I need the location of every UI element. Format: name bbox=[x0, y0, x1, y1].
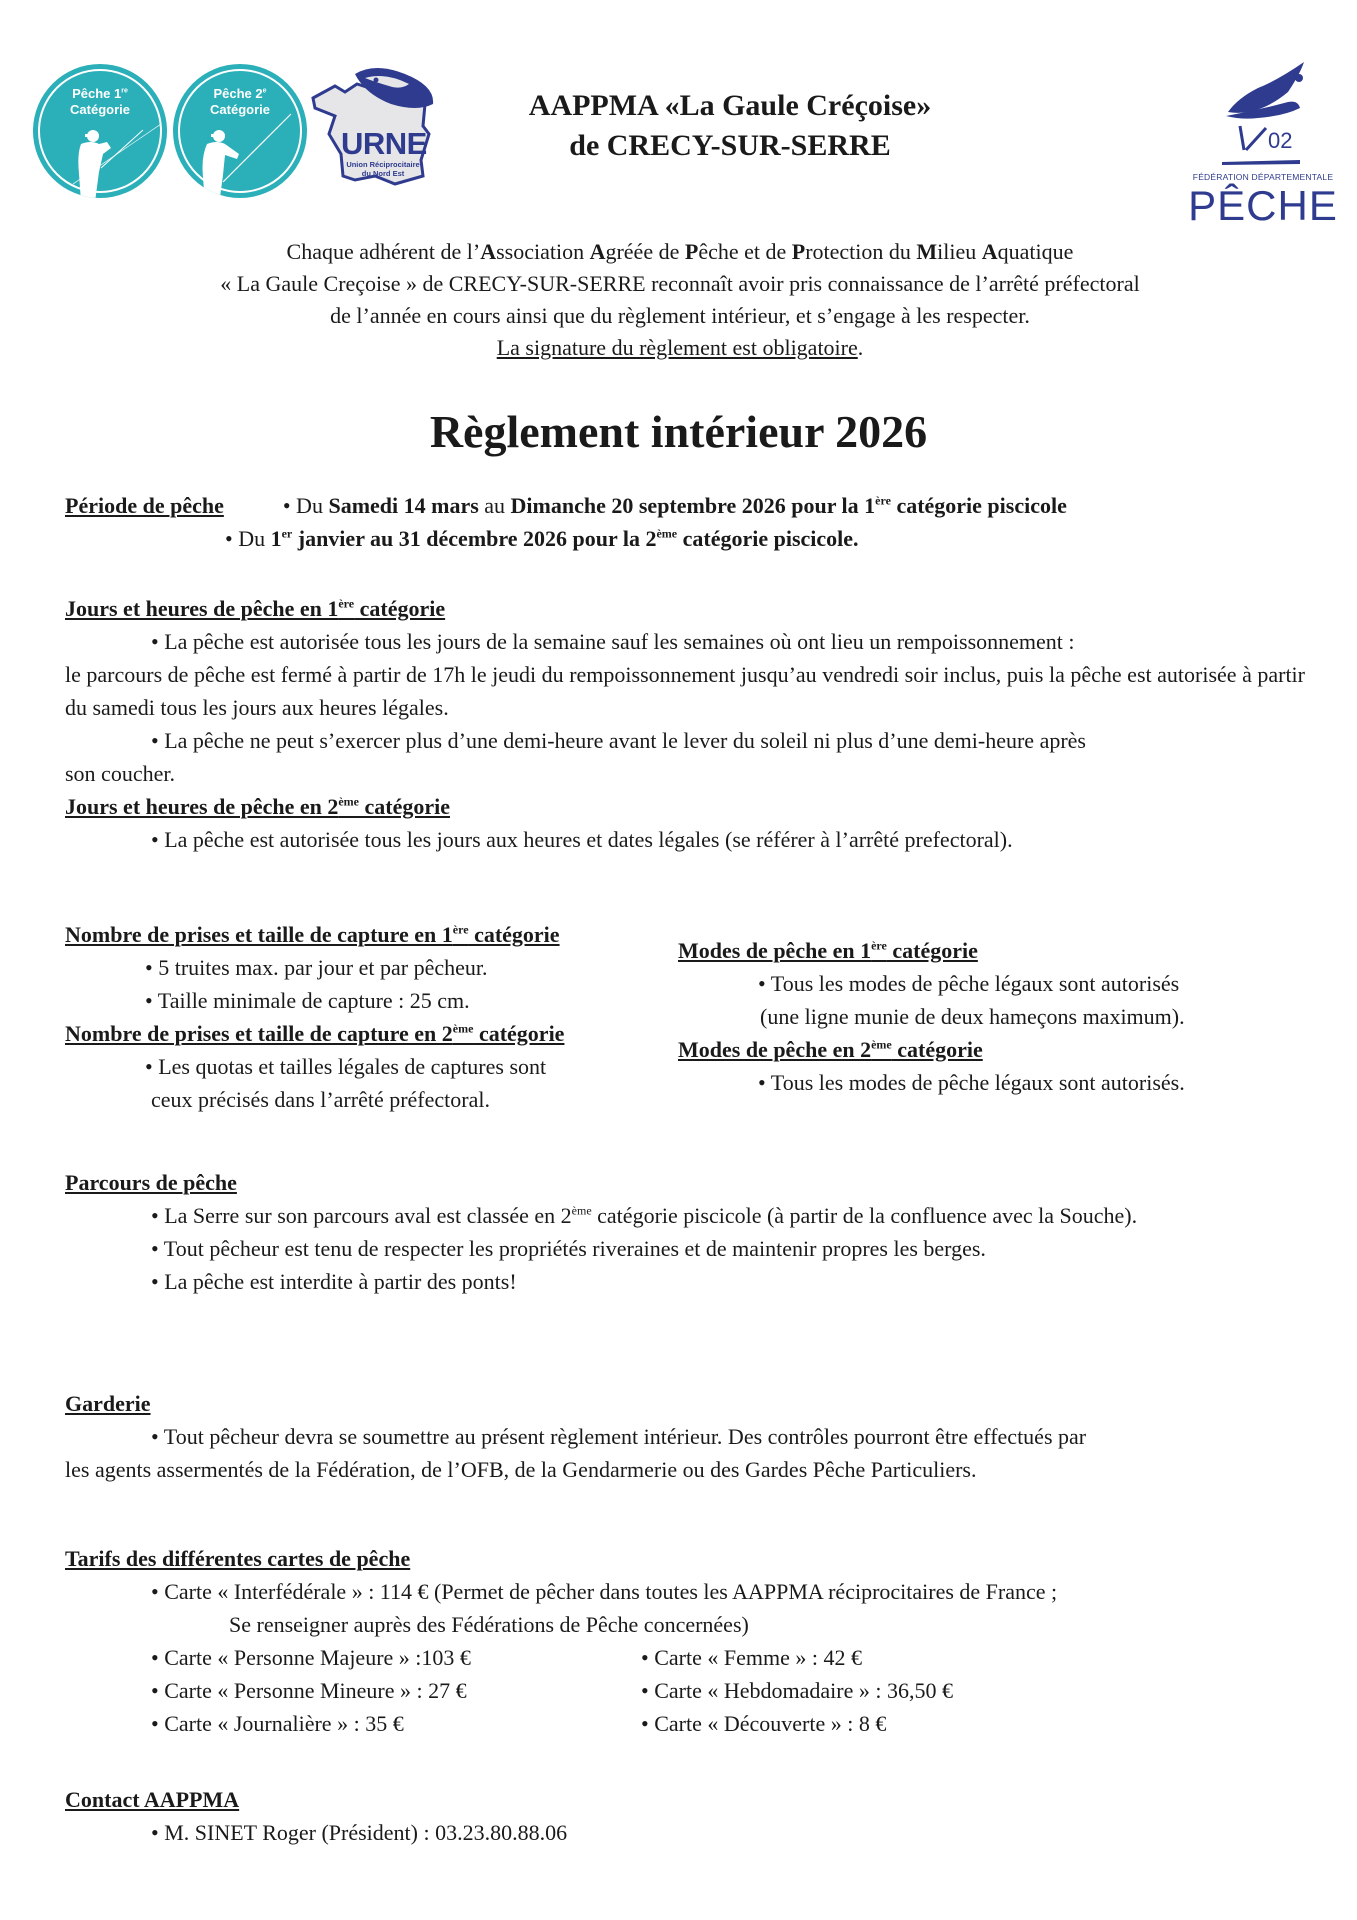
peche-1re-categorie-logo bbox=[33, 64, 167, 198]
federation-sub: FÉDÉRATION DÉPARTEMENTALE bbox=[1192, 172, 1334, 182]
tarif-interfederale: • Carte « Interfédérale » : 114 € (Permet de pêcher dans toutes les AAPPMA réciprocitaires de France ; bbox=[151, 1579, 1058, 1604]
section-heading: Garderie bbox=[65, 1391, 151, 1416]
fisherman-icon bbox=[173, 64, 307, 198]
section-heading: Contact AAPPMA bbox=[65, 1787, 240, 1812]
organization-title bbox=[460, 86, 1000, 166]
section-heading: Tarifs des différentes cartes de pêche bbox=[65, 1546, 411, 1571]
jours1-p1-first: • La pêche est autorisée tous les jours de la semaine sauf les semaines où ont lieu un rempoissonnement : bbox=[151, 629, 1075, 654]
jours1-p2-rest: son coucher. bbox=[65, 761, 175, 786]
badge2-line2: Catégorie bbox=[210, 102, 270, 117]
badge2-sup: e bbox=[262, 87, 267, 95]
section-contact bbox=[65, 1783, 1305, 1849]
section-jours-1re-categorie bbox=[65, 592, 1305, 790]
periode-item-2: • Du 1er janvier au 31 décembre 2026 pour la 2ème catégorie piscicole. bbox=[225, 526, 859, 551]
intro-paragraph bbox=[150, 236, 1210, 364]
section-jours-2e-categorie bbox=[65, 790, 1305, 856]
urne-sub1: Union Réciprocitaire bbox=[346, 160, 420, 169]
tarifs-left-column bbox=[65, 1641, 641, 1740]
urne-name: URNE bbox=[341, 126, 427, 161]
parcours-p1: • La Serre sur son parcours aval est classée en 2ème catégorie piscicole (à partir de la confluence avec la Souche). bbox=[151, 1203, 1138, 1228]
section-heading: Nombre de prises et taille de capture en 2ème catégorie bbox=[65, 1021, 565, 1046]
modes-item-cont: (une ligne munie de deux hameçons maximum). bbox=[760, 1004, 1185, 1029]
tarif-item: • Carte « Femme » : 42 € bbox=[641, 1645, 862, 1670]
section-heading: Modes de pêche en 2ème catégorie bbox=[678, 1037, 983, 1062]
tarif-item: • Carte « Découverte » : 8 € bbox=[641, 1711, 887, 1736]
tarif-item: • Carte « Hebdomadaire » : 36,50 € bbox=[641, 1678, 953, 1703]
badge1-line1: Pêche 1 bbox=[72, 86, 122, 101]
tarif-item: • Carte « Personne Majeure » :103 € bbox=[151, 1645, 471, 1670]
section-heading: Période de pêche bbox=[65, 493, 224, 518]
intro-line1: Chaque adhérent de l’Association Agréée de Pêche et de Protection du Milieu Aquatique bbox=[286, 239, 1074, 264]
jours2-p1: • La pêche est autorisée tous les jours aux heures et dates légales (se référer à l’arrêté prefectoral). bbox=[151, 827, 1013, 852]
intro-line3: de l’année en cours ainsi que du règlement intérieur, et s’engage à les respecter. bbox=[330, 303, 1030, 328]
federation-main: PÊCHE bbox=[1188, 182, 1338, 229]
prises-item: • Les quotas et tailles légales de captures sont bbox=[145, 1054, 547, 1079]
org-title-line2: de CRECY-SUR-SERRE bbox=[569, 129, 891, 162]
badge1-sup: re bbox=[121, 87, 128, 95]
section-nombre-prises bbox=[65, 918, 685, 1116]
tarif-interfederale-cont: Se renseigner auprès des Fédérations de Pêche concernées) bbox=[229, 1612, 749, 1637]
periode-item-1: • Du Samedi 14 mars au Dimanche 20 septembre 2026 pour la 1ère catégorie piscicole bbox=[282, 493, 1067, 518]
section-tarifs bbox=[65, 1542, 1305, 1740]
prises-item-cont: ceux précisés dans l’arrêté préfectoral. bbox=[151, 1087, 490, 1112]
document-title: Règlement intérieur 2026 bbox=[429, 406, 928, 457]
fisherman-icon bbox=[33, 64, 167, 198]
urne-sub2: du Nord Est bbox=[361, 169, 405, 178]
tarifs-right-column bbox=[641, 1641, 953, 1740]
prises-item: • 5 truites max. par jour et par pêcheur. bbox=[145, 955, 488, 980]
prises-item: • Taille minimale de capture : 25 cm. bbox=[145, 988, 470, 1013]
section-heading: Modes de pêche en 1ère catégorie bbox=[678, 938, 978, 963]
contact-president: • M. SINET Roger (Président) : 03.23.80.88.06 bbox=[151, 1820, 568, 1845]
garderie-p1-rest: les agents assermentés de la Fédération, de l’OFB, de la Gendarmerie ou des Gardes Pêche Particuliers. bbox=[65, 1457, 977, 1482]
section-periode bbox=[65, 489, 1305, 555]
section-garderie bbox=[65, 1387, 1305, 1486]
tarif-item: • Carte « Personne Mineure » : 27 € bbox=[151, 1678, 467, 1703]
jours1-p1-rest: le parcours de pêche est fermé à partir de 17h le jeudi du rempoissonnement jusqu’au vendredi soir inclus, puis la pêche est autorisée à partir du samedi tous les jours aux heures légales. bbox=[65, 662, 1305, 720]
intro-line2: « La Gaule Creçoise » de CRECY-SUR-SERRE reconnaît avoir pris connaissance de l’arrêté préfectoral bbox=[220, 271, 1140, 296]
federation-code: 02 bbox=[1268, 128, 1293, 153]
parcours-p3: • La pêche est interdite à partir des ponts! bbox=[151, 1269, 517, 1294]
intro-line4: La signature du règlement est obligatoire. bbox=[496, 335, 864, 360]
section-heading: Nombre de prises et taille de capture en 1ère catégorie bbox=[65, 922, 560, 947]
section-heading: Parcours de pêche bbox=[65, 1170, 237, 1195]
signature-obligatoire: La signature du règlement est obligatoire bbox=[496, 335, 858, 360]
modes-item: • Tous les modes de pêche légaux sont autorisés bbox=[758, 971, 1180, 996]
urne-logo bbox=[305, 64, 450, 189]
section-modes-peche bbox=[678, 934, 1318, 1099]
jours1-p2-first: • La pêche ne peut s’exercer plus d’une demi-heure avant le lever du soleil ni plus d’une demi-heure après bbox=[151, 728, 1086, 753]
section-parcours bbox=[65, 1166, 1305, 1298]
modes-item: • Tous les modes de pêche légaux sont autorisés. bbox=[758, 1070, 1185, 1095]
badge2-line1: Pêche 2 bbox=[213, 86, 263, 101]
section-heading: Jours et heures de pêche en 2ème catégorie bbox=[65, 794, 451, 819]
peche-2e-categorie-logo bbox=[173, 64, 307, 198]
garderie-p1-first: • Tout pêcheur devra se soumettre au présent règlement intérieur. Des contrôles pourront être effectués par bbox=[151, 1424, 1087, 1449]
fish-icon bbox=[1188, 62, 1338, 172]
badge1-line2: Catégorie bbox=[70, 102, 130, 117]
parcours-p2: • Tout pêcheur est tenu de respecter les propriétés riveraines et de maintenir propres les berges. bbox=[151, 1236, 986, 1261]
federation-peche-logo bbox=[1188, 62, 1338, 237]
section-heading: Jours et heures de pêche en 1ère catégorie bbox=[65, 596, 446, 621]
tarif-item: • Carte « Journalière » : 35 € bbox=[151, 1711, 404, 1736]
org-title-line1: AAPPMA «La Gaule Créçoise» bbox=[528, 89, 932, 122]
